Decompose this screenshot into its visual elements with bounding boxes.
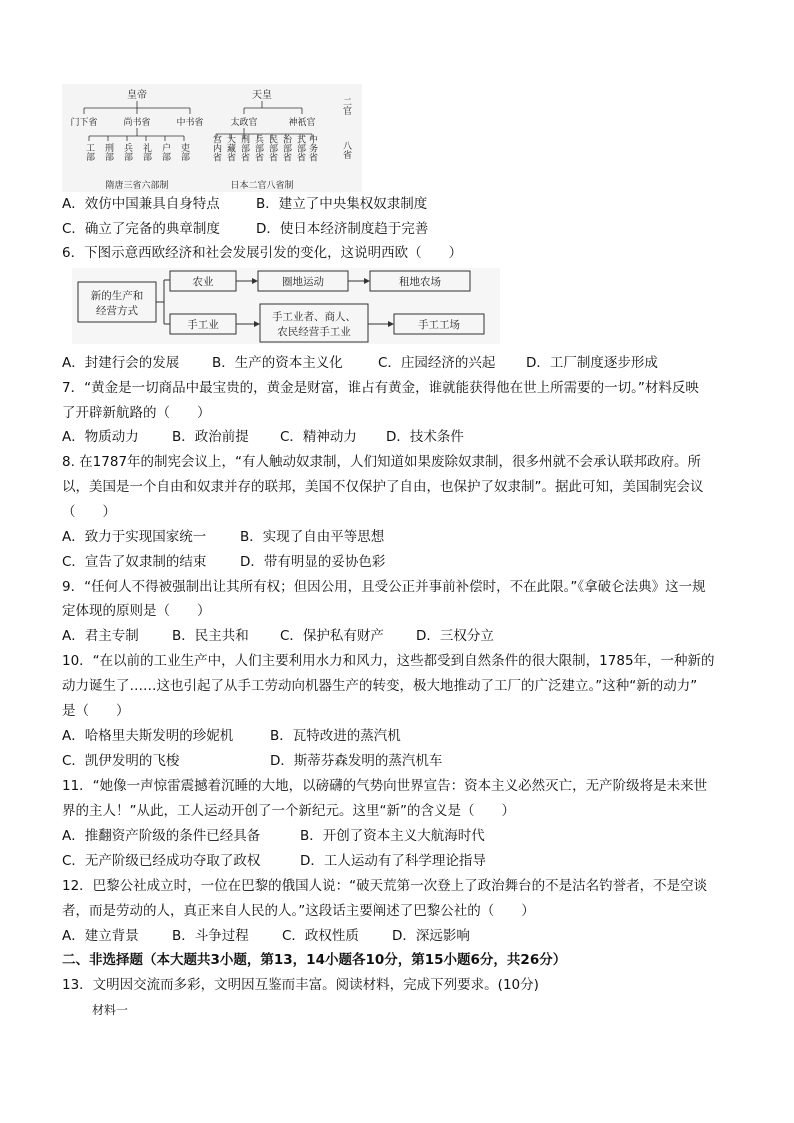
q10-option-d: D．斯蒂芬森发明的蒸汽机车 [270, 753, 443, 769]
q12-option-d: D．深远影响 [392, 928, 470, 944]
diagram-left-top: 皇帝 [127, 90, 147, 101]
flow-row2-middle-line1: 手工业者、商人、 [272, 311, 356, 323]
q10-line2: 动力诞生了……这也引起了从手工劳动向机器生产的转变，极大地推动了工厂的广泛建立。”这种“新的动力” [62, 678, 698, 694]
diagram-right-bottom-7: 式部省 [295, 134, 305, 162]
diagram-right-bottom-3: 刑部省 [239, 134, 249, 162]
q9-option-d: D．三权分立 [416, 628, 494, 644]
diagram-right-bottom-8: 中务省 [307, 134, 317, 162]
diagram-right-caption: 日本二官八省制 [230, 181, 294, 191]
diagram-left-bottom-1: 工部 [84, 143, 94, 161]
section2-heading: 二、非选择题（本大题共3小题，第13，14小题各10分，第15小题6分，共26分） [62, 952, 567, 968]
q9-option-b: B．民主共和 [172, 628, 249, 644]
q8-option-d: D．带有明显的妥协色彩 [240, 554, 386, 570]
q5-option-a: A．效仿中国兼具自身特点 [62, 196, 220, 212]
q12-line2: 者，而是劳动的人，真正来自人民的人。”这段话主要阐述了巴黎公社的（ ） [62, 903, 535, 919]
flow-row1-agriculture: 农业 [192, 276, 214, 288]
q11-line1: 11．“她像一声惊雷震撼着沉睡的大地，以磅礴的气势向世界宣告：资本主义必然灭亡，无产阶级将是未来世 [62, 778, 708, 794]
diagram-right-bottom-4: 兵部省 [253, 134, 263, 162]
q6-option-d: D．工厂制度逐步形成 [526, 355, 658, 371]
q5-option-d: D．使日本经济制度趋于完善 [256, 221, 429, 237]
diagram-left-bottom-3: 兵部 [122, 143, 132, 161]
flow-row2-middle-line2: 农民经营手工业 [277, 326, 351, 338]
flow-root-line1: 新的生产和 [90, 290, 144, 302]
q7-option-c: C．精神动力 [280, 429, 357, 445]
diagram-side-label-basheng: 八省 [341, 141, 351, 159]
diagram-left-mid-2: 尚书省 [123, 118, 151, 128]
q8-line3: （ ） [62, 504, 116, 520]
q5-option-c: C．确立了完备的典章制度 [62, 221, 220, 237]
diagram-right-bottom-6: 治部省 [281, 134, 291, 162]
flow-row2-workshop: 手工工场 [418, 319, 460, 331]
diagram-left-bottom-6: 吏部 [179, 143, 189, 161]
diagram-left-bottom-4: 礼部 [141, 143, 151, 161]
q8-option-c: C．宣告了奴隶制的结束 [62, 554, 207, 570]
q10-option-b: B．瓦特改进的蒸汽机 [270, 728, 401, 744]
q6-option-a: A．封建行会的发展 [62, 355, 180, 371]
diagram-right-bottom-5: 民部省 [267, 134, 277, 162]
q13-material-label: 材料一 [92, 1003, 129, 1017]
q12-option-a: A．建立背景 [62, 928, 139, 944]
q7-option-a: A．物质动力 [62, 429, 139, 445]
q10-option-a: A．哈格里夫斯发明的珍妮机 [62, 728, 234, 744]
q7-line1: 7．“黄金是一切商品中最宝贵的，黄金是财富，谁占有黄金，谁就能获得他在世上所需要的一切。”材料反映 [62, 380, 699, 396]
q12-option-b: B．斗争过程 [172, 928, 249, 944]
q7-option-b: B．政治前提 [172, 429, 249, 445]
flow-root-line2: 经营方式 [96, 305, 138, 317]
diagram-left-bottom-5: 户部 [160, 143, 170, 161]
q8-line2: 以，美国是一个自由和奴隶并存的联邦，美国不仅保护了自由，也保护了奴隶制”。据此可知，美国制宪会议 [62, 479, 704, 495]
flow-row1-farm: 租地农场 [399, 276, 441, 288]
q9-line2: 定体现的原则是（ ） [62, 603, 211, 619]
q10-line1: 10．“在以前的工业生产中，人们主要利用水力和风力，这些都受到自然条件的很大限制，1785年，一种新的 [62, 653, 715, 669]
diagram-left-bottom-2: 刑部 [103, 143, 113, 161]
q6-option-b: B．生产的资本主义化 [212, 355, 343, 371]
q12-option-c: C．政权性质 [282, 928, 359, 944]
q10-option-c: C．凯伊发明的飞梭 [62, 753, 180, 769]
diagram-left-mid-3: 中书省 [176, 118, 204, 128]
q11-option-d: D．工人运动有了科学理论指导 [300, 853, 486, 869]
government-structure-diagram [62, 84, 362, 192]
q6-stem: 6．下图示意西欧经济和社会发展引发的变化，这说明西欧（ ） [62, 245, 463, 261]
q8-line1: 8. 在1787年的制宪会议上，“有人触动奴隶制，人们知道如果废除奴隶制，很多州就不会承认联邦政府。所 [62, 454, 702, 470]
production-flow-diagram [72, 268, 500, 344]
q9-line1: 9．“任何人不得被强制出让其所有权；但因公用，且受公正并事前补偿时，不在此限。”《拿破仑法典》这一规 [62, 579, 706, 595]
q10-line3: 是（ ） [62, 703, 130, 719]
q6-option-c: C．庄园经济的兴起 [378, 355, 496, 371]
diagram-right-bottom-2: 大藏省 [225, 134, 235, 162]
q8-option-a: A．致力于实现国家统一 [62, 529, 207, 545]
diagram-left-caption: 隋唐三省六部制 [105, 181, 169, 191]
q13-line1: 13．文明因交流而多彩，文明因互鉴而丰富。阅读材料，完成下列要求。(10分) [62, 977, 539, 993]
diagram-side-label-erguan: 二官 [341, 97, 351, 115]
q9-option-c: C．保护私有财产 [280, 628, 384, 644]
diagram-right-mid-1: 太政官 [230, 118, 258, 128]
q11-option-c: C．无产阶级已经成功夺取了政权 [62, 853, 261, 869]
q7-line2: 了开辟新航路的（ ） [62, 405, 211, 421]
diagram-right-top: 天皇 [252, 90, 272, 101]
diagram-right-mid-2: 神祇官 [288, 118, 316, 128]
flow-row2-handicraft: 手工业 [187, 319, 219, 331]
q8-option-b: B．实现了自由平等思想 [240, 529, 385, 545]
flow-row1-enclosure: 圈地运动 [282, 276, 324, 288]
q11-line2: 界的主人！”从此，工人运动开创了一个新纪元。这里“新”的含义是（ ） [62, 803, 515, 819]
q11-option-b: B．开创了资本主义大航海时代 [300, 828, 485, 844]
q12-line1: 12．巴黎公社成立时，一位在巴黎的俄国人说：“破天荒第一次登上了政治舞台的不是沽名钓誉者，不是空谈 [62, 878, 708, 894]
diagram-left-mid-1: 门下省 [70, 118, 98, 128]
q7-option-d: D．技术条件 [386, 429, 464, 445]
diagram-right-bottom-1: 宫内省 [211, 134, 221, 162]
q11-option-a: A．推翻资产阶级的条件已经具备 [62, 828, 261, 844]
q5-option-b: B．建立了中央集权奴隶制度 [256, 196, 428, 212]
q9-option-a: A．君主专制 [62, 628, 139, 644]
